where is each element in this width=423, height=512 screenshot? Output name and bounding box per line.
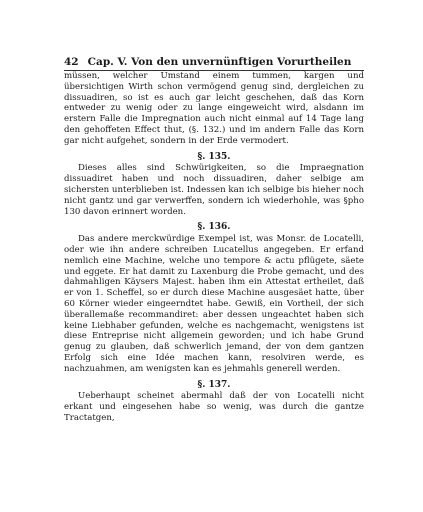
page-body — [64, 71, 364, 424]
running-title: Cap. V. Von den unvernünftigen Vorurtheilen — [87, 56, 352, 68]
section-heading-136: §. 136. — [197, 222, 231, 233]
section-heading-135: §. 135. — [197, 151, 231, 162]
paragraph-135: Dieses alles sind Schwürigkeiten, so die Impraegnation dissuadiret haben und noch dissuadiren, daher selbige am sichersten unterblieben ist. Indessen kan ich selbige bis hieher noch nicht gantz und gar verwerffen, sondern ich wiederhohle, was §pho 130 davon erinnert worden. — [64, 163, 364, 217]
section-heading-137: §. 137. — [197, 379, 231, 390]
page-number: 42 — [64, 56, 79, 68]
paragraph-137: Ueberhaupt scheinet abermahl daß der von Locatelli nicht erkant und eingesehen habe so wenig, was durch die gantze Tractatgen, — [64, 391, 364, 423]
page-header — [64, 56, 364, 68]
paragraph-136: Das andere merckwürdige Exempel ist, was Monsr. de Locatelli, oder wie ihn andere schreiben Lucatellus angegeben. Er erfand nemlich eine Machine, welche uno tempore & actu pflügete, säete und eggete. Er hat damit zu Laxenburg die Probe gemacht, und des dahmahligen Käysers Majest. haben ihm ein Attestat ertheilet, daß er von 1. Scheffel, so er durch diese Machine ausgesäet hatte, über 60 Körner wieder eingeerndtet habe. Gewiß, ein Vortheil, der sich überallemaße recommandiret: aber dessen ungeachtet haben sich keine Liebhaber gefunden, welche es nachgemacht, wenigstens ist diese Entreprise nicht allgemein geworden; und ich habe Grund genug zu glauben, daß schwerlich jemand, der von dem gantzen Erfolg sich eine Idée machen kann, resolviren werde, es nachzuahmen, am wenigsten kan es jehmahls generell werden. — [64, 234, 364, 374]
paragraph-continuation: müssen, welcher Umstand einem tummen, kargen und übersichtigen Wirth schon vermögend genug sind, dergleichen zu dissuadiren, so ist es auch gar leicht geschehen, daß das Korn entweder zu wenig oder zu lange eingeweicht wird, alsdann im erstern Falle die Impregnation auch nicht einmal auf 14 Tage lang den gehoffeten Effect thut, (§. 132.) und im andern Falle das Korn gar nicht aufgehet, sondern in der Erde vermodert. — [64, 71, 364, 146]
